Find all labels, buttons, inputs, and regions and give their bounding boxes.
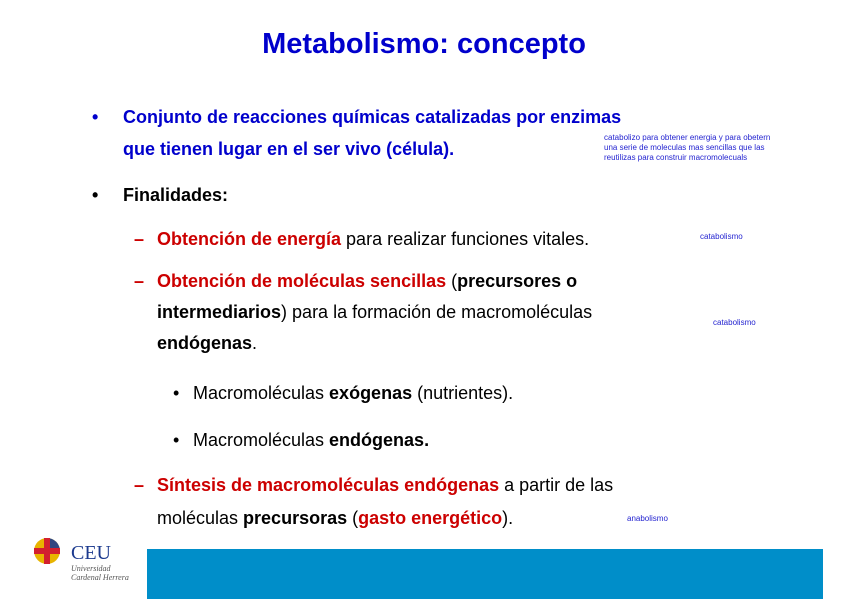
note-anabolismo: anabolismo [627, 514, 668, 523]
bold-text: exógenas [329, 383, 413, 403]
bold-text: precursores o [457, 271, 578, 291]
red-phrase: Obtención de moléculas sencillas [157, 271, 447, 291]
plain-text: Macromoléculas [193, 383, 330, 403]
subsub-item-endogenas-text [193, 425, 429, 455]
bold-text: intermediarios [157, 302, 282, 322]
bullet-definition-line1: Conjunto de reacciones químicas catalizadas por enzimas [123, 107, 622, 127]
small-bullet-icon: • [173, 383, 180, 403]
plain-text: ) para la formación de macromoléculas [281, 302, 593, 322]
plain-text: a partir de las [499, 475, 614, 495]
plain-text: ( [446, 271, 458, 291]
small-bullet-icon: • [173, 430, 180, 450]
subsub-item-exogenas-text [193, 378, 513, 408]
logo-subtitle [71, 564, 129, 582]
note-line: catabolizo para obtener energia y para obetern [604, 133, 771, 142]
slide-title: Metabolismo: concepto [262, 28, 586, 60]
sub-item-sintesis-line1 [157, 470, 613, 500]
note-catabolism-explanation [604, 133, 770, 163]
dash-icon: – [134, 271, 145, 291]
bullet-dot-icon: • [92, 185, 99, 205]
bullet-definition-line2: que tienen lugar en el ser vivo (célula). [123, 139, 455, 159]
note-catabolismo-2: catabolismo [713, 318, 756, 327]
plain-text: Macromoléculas [193, 430, 330, 450]
plain-text: ). [502, 508, 514, 528]
bold-text: endógenas [157, 333, 253, 353]
plain-text: moléculas [157, 508, 244, 528]
logo-subtitle-line: Cardenal Herrera [71, 573, 129, 582]
red-phrase: gasto energético [358, 508, 503, 528]
sub-item-sintesis-line2 [157, 503, 513, 533]
logo-subtitle-line: Universidad [71, 564, 111, 573]
plain-text: (nutrientes). [412, 383, 514, 403]
red-phrase: Obtención de energía [157, 229, 342, 249]
bold-text: endógenas. [329, 430, 430, 450]
dash-icon: – [134, 475, 145, 495]
plain-text: . [252, 333, 258, 353]
note-catabolismo-1: catabolismo [700, 232, 743, 241]
university-logo [33, 534, 148, 590]
sub-item-moleculas-line1 [157, 266, 577, 296]
sub-item-energia-line [157, 224, 589, 254]
logo-name: CEU [71, 542, 111, 564]
sub-item-moleculas-line3 [157, 328, 257, 358]
bullet-dot-icon: • [92, 107, 99, 127]
ceu-cross-icon [33, 537, 61, 565]
bullet-finalidades-label: Finalidades: [123, 185, 229, 205]
dash-icon: – [134, 229, 145, 249]
note-line: una serie de moleculas mas sencillas que las [604, 143, 765, 152]
footer-bar [147, 549, 823, 599]
plain-text: ( [347, 508, 359, 528]
plain-text: para realizar funciones vitales. [341, 229, 590, 249]
note-line: reutilizas para construir macromolecuals [604, 153, 748, 162]
bold-text: precursoras [243, 508, 348, 528]
red-phrase: Síntesis de macromoléculas endógenas [157, 475, 500, 495]
sub-item-moleculas-line2 [157, 297, 592, 327]
